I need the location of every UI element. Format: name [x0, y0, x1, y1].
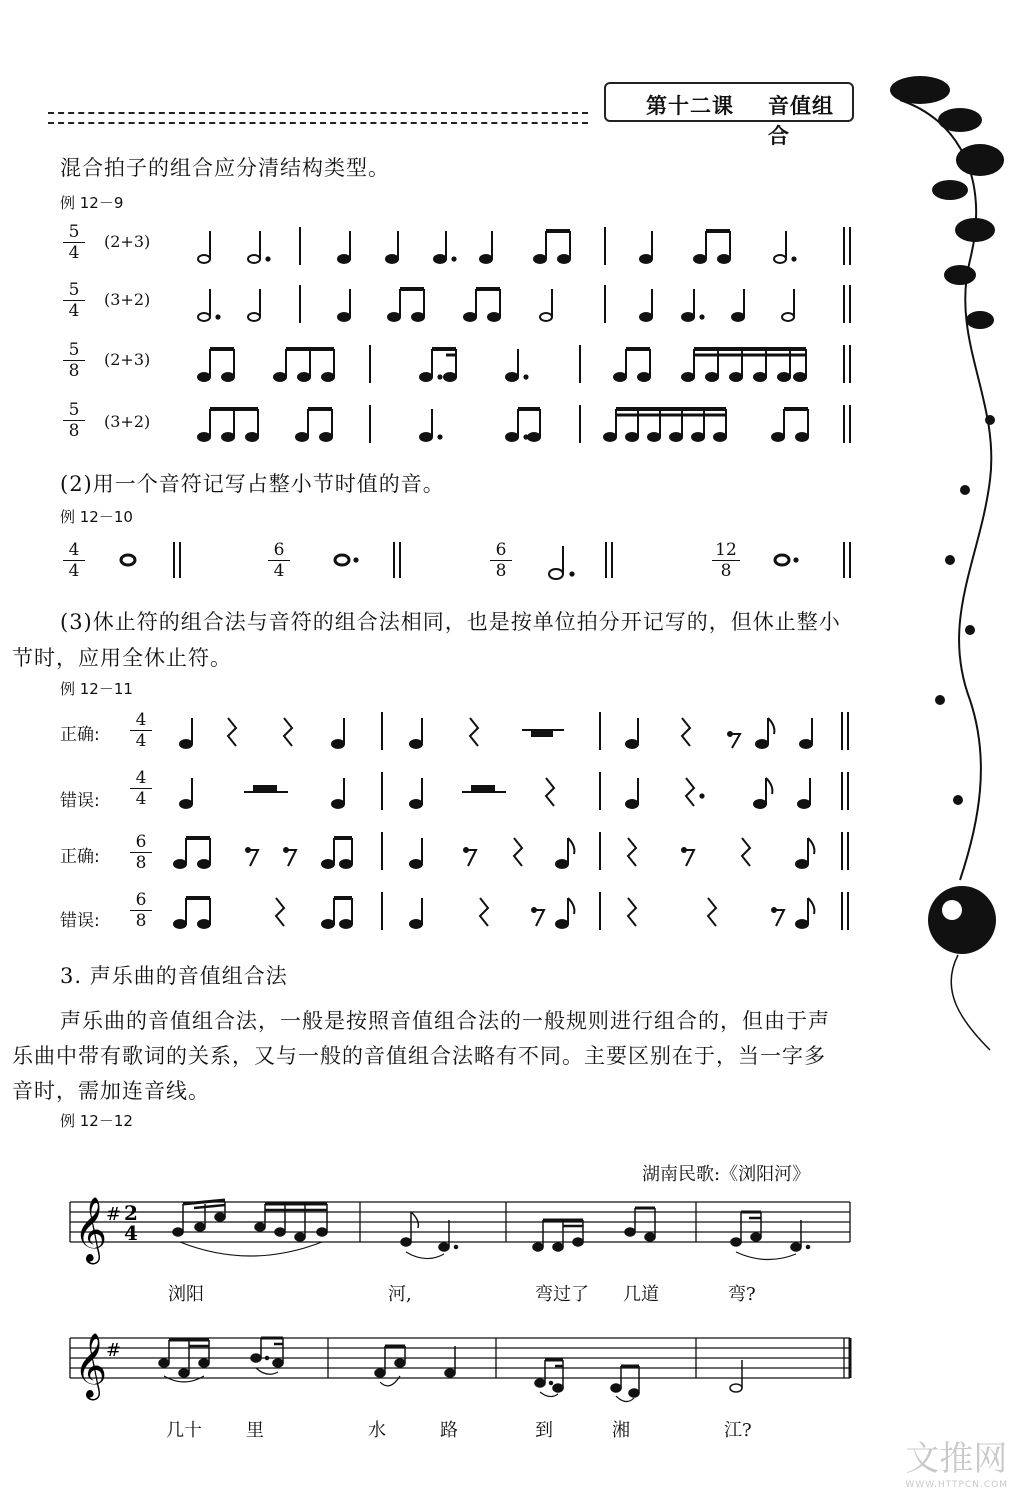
lyric: 湘: [612, 1420, 630, 1441]
lyric: 里: [246, 1420, 264, 1441]
time-signature: 5 8: [63, 400, 85, 441]
point-3-text-line2: 节时，应用全休止符。: [12, 646, 232, 670]
row-label-wrong: 错误:: [60, 911, 100, 931]
time-signature: 6 8: [130, 832, 152, 873]
lyric: 江?: [724, 1420, 752, 1441]
beat-grouping: (3+2): [104, 412, 151, 431]
point-3-text-line1: (3)休止符的组合法与音符的组合法相同，也是按单位拍分开记写的，但休止整小: [60, 610, 841, 634]
song-source: 湖南民歌:《浏阳河》: [642, 1164, 811, 1185]
time-sig-bottom: 4: [124, 1221, 138, 1245]
header-rule: [48, 112, 588, 124]
example-12-11-label: 例 12－11: [60, 680, 133, 698]
lyric: 弯?: [728, 1284, 756, 1305]
staff-line-1: [60, 1190, 860, 1290]
time-sig-top: 2: [124, 1201, 138, 1225]
row-label-wrong: 错误:: [60, 791, 100, 811]
floral-vine-decoration: [840, 60, 1026, 1060]
example-12-10-label: 例 12－10: [60, 508, 133, 526]
rest-notation-ex11: [170, 706, 860, 946]
section-3-title: 3. 声乐曲的音值组合法: [60, 964, 288, 988]
intro-text: 混合拍子的组合应分清结构类型。: [60, 156, 390, 180]
lyric: 水: [368, 1420, 386, 1441]
sharp-icon: #: [106, 1204, 122, 1225]
beat-grouping: (2+3): [104, 232, 151, 251]
row-label-correct: 正确:: [60, 847, 100, 867]
time-signature: 4 4: [130, 768, 152, 809]
time-signature: 4 4: [63, 540, 85, 581]
treble-clef-icon: 𝄞: [74, 1197, 108, 1262]
time-signature: 12 8: [712, 540, 740, 581]
time-signature: 6 8: [490, 540, 512, 581]
row-label-correct: 正确:: [60, 725, 100, 745]
site-watermark: 文推网 WWW.HTTPCN.COM: [905, 1439, 1008, 1490]
lyric: 几道: [623, 1284, 659, 1305]
rhythm-notation-ex9: [180, 215, 860, 455]
point-2-text: (2)用一个音符记写占整小节时值的音。: [60, 472, 445, 496]
staff-line-2: [60, 1326, 860, 1426]
section-3-paragraph-line3: 音时，需加连音线。: [12, 1079, 210, 1103]
whole-bar-notes-ex10: [110, 538, 860, 584]
lyric: 路: [440, 1420, 458, 1441]
time-signature: 4 4: [130, 710, 152, 751]
lesson-number: 第十二课: [646, 94, 734, 118]
beat-grouping: (3+2): [104, 290, 151, 309]
time-signature: 6 8: [130, 890, 152, 931]
time-signature: 6 4: [268, 540, 290, 581]
treble-clef-icon: 𝄞: [74, 1333, 108, 1398]
lyric: 河,: [388, 1284, 412, 1305]
lyric: 几十: [166, 1420, 202, 1441]
example-12-12-label: 例 12－12: [60, 1112, 133, 1130]
sharp-icon: #: [106, 1340, 122, 1361]
time-signature: 5 4: [63, 280, 85, 321]
section-3-paragraph-line2: 乐曲中带有歌词的关系，又与一般的音值组合法略有不同。主要区别在于，当一字多: [12, 1044, 826, 1068]
lesson-banner: [604, 82, 854, 148]
lyric: 浏阳: [168, 1284, 204, 1305]
lesson-topic: 音值组合: [768, 94, 834, 148]
time-signature: 5 8: [63, 340, 85, 381]
example-12-9-label: 例 12－9: [60, 194, 124, 212]
section-3-paragraph-line1: 声乐曲的音值组合法，一般是按照音值组合法的一般规则进行组合的，但由于声: [60, 1009, 830, 1033]
lyric: 弯过了: [535, 1284, 589, 1305]
time-signature: 5 4: [63, 222, 85, 263]
lyric: 到: [535, 1420, 553, 1441]
beat-grouping: (2+3): [104, 350, 151, 369]
